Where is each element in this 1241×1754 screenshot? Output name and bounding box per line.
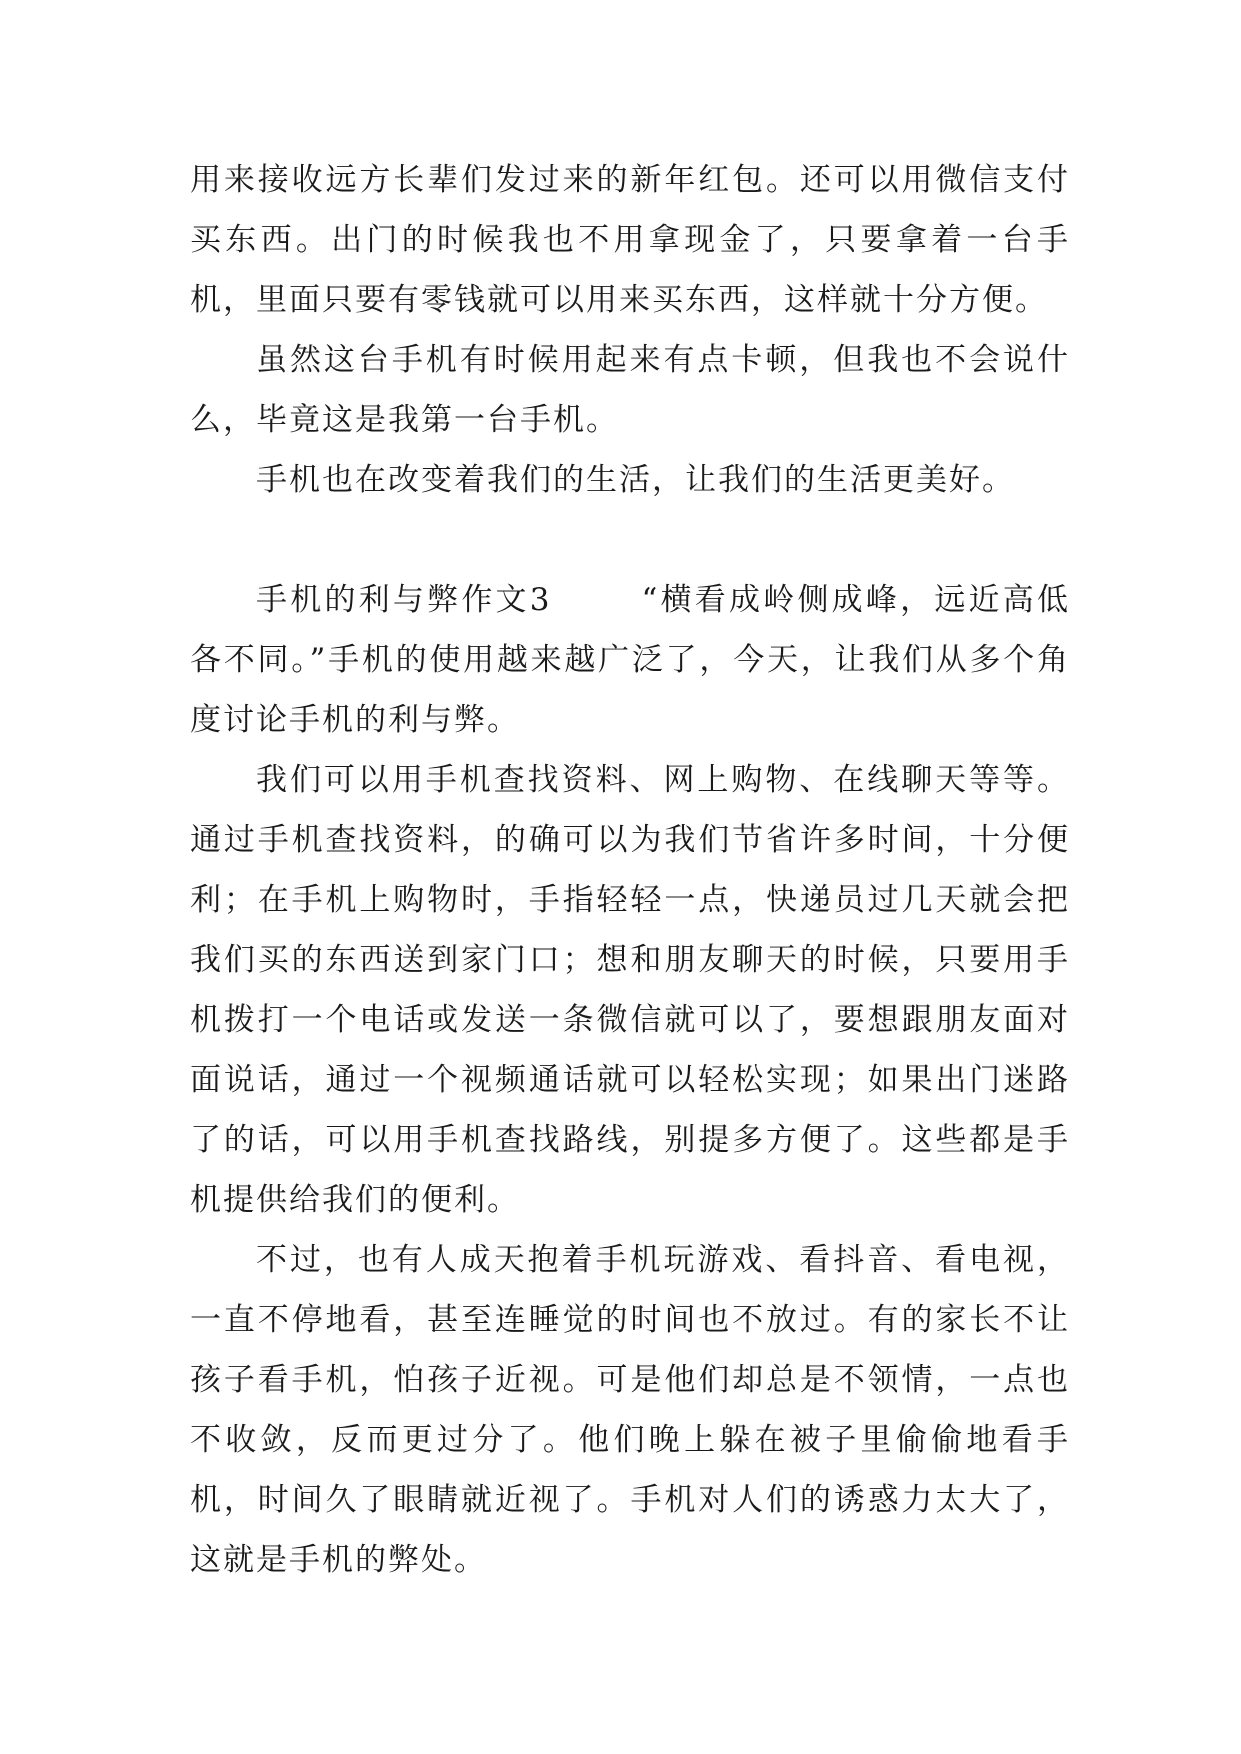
paragraph-gap (190, 510, 1070, 570)
paragraph-5: 我们可以用手机查找资料、网上购物、在线聊天等等。通过手机查找资料，的确可以为我们节省许多时间，十分便利；在手机上购物时，手指轻轻一点，快递员过几天就会把我们买的东西送到家门口；想和朋友聊天的时候，只要用手机拨打一个电话或发送一条微信就可以了，要想跟朋友面对面说话，通过一个视频通话就可以轻松实现；如果出门迷路了的话，可以用手机查找路线，别提多方便了。这些都是手机提供给我们的便利。 (190, 762, 1070, 1218)
document-body (190, 150, 1070, 1590)
essay-3-heading-paragraph (190, 570, 1070, 750)
paragraph-1: 用来接收远方长辈们发过来的新年红包。还可以用微信支付买东西。出门的时候我也不用拿现金了，只要拿着一台手机，里面只要有零钱就可以用来买东西，这样就十分方便。 (190, 162, 1070, 318)
paragraph-3: 手机也在改变着我们的生活，让我们的生活更美好。 (256, 462, 1015, 498)
essay-3-title: 手机的利与弊作文3 (256, 582, 552, 618)
paragraph-6: 不过，也有人成天抱着手机玩游戏、看抖音、看电视，一直不停地看，甚至连睡觉的时间也不放过。有的家长不让孩子看手机，怕孩子近视。可是他们却总是不领情，一点也不收敛，反而更过分了。他们晚上躲在被子里偷偷地看手机，时间久了眼睛就近视了。手机对人们的诱惑力太大了，这就是手机的弊处。 (190, 1242, 1070, 1578)
paragraph-2: 虽然这台手机有时候用起来有点卡顿，但我也不会说什么，毕竟这是我第一台手机。 (190, 342, 1070, 438)
essay-3-intro: “横看成岭侧成峰，远近高低各不同。”手机的使用越来越广泛了，今天，让我们从多个角度讨论手机的利与弊。 (190, 582, 1070, 738)
